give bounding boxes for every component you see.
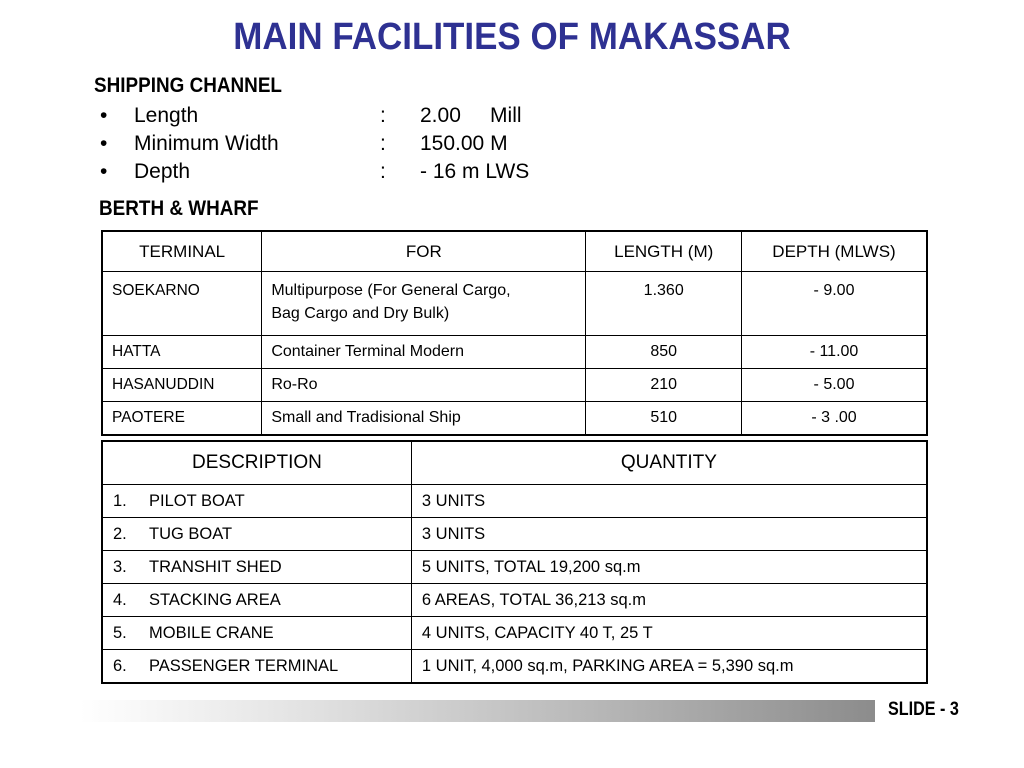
- spec-value: 2.00 Mill: [420, 104, 522, 127]
- spec-colon: :: [380, 132, 386, 155]
- spec-item-depth: [100, 158, 529, 186]
- shipping-channel-heading: SHIPPING CHANNEL: [94, 74, 282, 97]
- table-row: [102, 650, 927, 684]
- spec-item-length: [100, 102, 529, 130]
- length-cell: 510: [586, 402, 742, 436]
- table-header-row: [102, 231, 927, 272]
- table-row: [102, 336, 927, 369]
- berth-wharf-heading: BERTH & WHARF: [99, 197, 259, 220]
- column-header-quantity: QUANTITY: [411, 441, 927, 485]
- table-row: [102, 551, 927, 584]
- quantity-cell: 4 UNITS, CAPACITY 40 T, 25 T: [411, 617, 927, 650]
- description-cell: [102, 650, 411, 684]
- description-cell: [102, 584, 411, 617]
- column-header-depth: DEPTH (MLWS): [742, 231, 927, 272]
- length-cell: 850: [586, 336, 742, 369]
- bullet: •: [100, 132, 108, 155]
- description-text: TRANSHIT SHED: [149, 557, 282, 576]
- table-header-row: [102, 441, 927, 485]
- table-row: [102, 584, 927, 617]
- spec-value: 150.00 M: [420, 132, 508, 155]
- row-index: 1.: [113, 491, 127, 510]
- depth-cell: - 3 .00: [742, 402, 927, 436]
- description-text: PASSENGER TERMINAL: [149, 656, 339, 675]
- for-cell: Ro-Ro: [262, 369, 586, 402]
- slide-title: MAIN FACILITIES OF MAKASSAR: [233, 16, 791, 58]
- length-cell: 210: [586, 369, 742, 402]
- bullet: •: [100, 104, 108, 127]
- terminal-cell: PAOTERE: [102, 402, 262, 436]
- for-cell: [262, 272, 586, 336]
- row-index: 6.: [113, 656, 127, 675]
- table-row: [102, 402, 927, 436]
- row-index: 2.: [113, 524, 127, 543]
- terminal-cell: HATTA: [102, 336, 262, 369]
- description-text: MOBILE CRANE: [149, 623, 274, 642]
- table-row: [102, 485, 927, 518]
- quantity-cell: 6 AREAS, TOTAL 36,213 sq.m: [411, 584, 927, 617]
- description-text: STACKING AREA: [149, 590, 281, 609]
- terminal-cell: HASANUDDIN: [102, 369, 262, 402]
- spec-value: - 16 m LWS: [420, 160, 530, 183]
- column-header-terminal: TERMINAL: [102, 231, 262, 272]
- description-cell: [102, 485, 411, 518]
- footer-gradient-bar: [80, 700, 875, 722]
- depth-cell: - 11.00: [742, 336, 927, 369]
- for-line: Multipurpose (For General Cargo,: [271, 282, 511, 299]
- table-row: [102, 518, 927, 551]
- description-cell: [102, 617, 411, 650]
- slide-number: SLIDE - 3: [888, 699, 959, 720]
- spec-colon: :: [380, 104, 386, 127]
- column-header-for: FOR: [262, 231, 586, 272]
- for-cell: Small and Tradisional Ship: [262, 402, 586, 436]
- shipping-channel-list: [100, 102, 529, 186]
- description-cell: [102, 518, 411, 551]
- quantity-cell: 5 UNITS, TOTAL 19,200 sq.m: [411, 551, 927, 584]
- table-row: [102, 369, 927, 402]
- description-text: PILOT BOAT: [149, 491, 245, 510]
- quantity-cell: 1 UNIT, 4,000 sq.m, PARKING AREA = 5,390 sq.m: [411, 650, 927, 684]
- quantity-cell: 3 UNITS: [411, 518, 927, 551]
- row-index: 3.: [113, 557, 127, 576]
- spec-label: Minimum Width: [134, 132, 279, 155]
- depth-cell: - 9.00: [742, 272, 927, 336]
- row-index: 4.: [113, 590, 127, 609]
- for-line: Bag Cargo and Dry Bulk): [271, 305, 450, 322]
- table-row: [102, 272, 927, 336]
- description-cell: [102, 551, 411, 584]
- spec-colon: :: [380, 160, 386, 183]
- spec-label: Length: [134, 104, 199, 127]
- description-text: TUG BOAT: [149, 524, 233, 543]
- spec-item-minimum-width: [100, 130, 529, 158]
- berth-wharf-table: [101, 230, 928, 436]
- column-header-description: DESCRIPTION: [102, 441, 411, 485]
- column-header-length: LENGTH (M): [586, 231, 742, 272]
- quantity-cell: 3 UNITS: [411, 485, 927, 518]
- facilities-table: [101, 440, 928, 684]
- depth-cell: - 5.00: [742, 369, 927, 402]
- row-index: 5.: [113, 623, 127, 642]
- bullet: •: [100, 160, 108, 183]
- spec-label: Depth: [134, 160, 191, 183]
- for-cell: Container Terminal Modern: [262, 336, 586, 369]
- table-row: [102, 617, 927, 650]
- terminal-cell: SOEKARNO: [102, 272, 262, 336]
- length-cell: 1.360: [586, 272, 742, 336]
